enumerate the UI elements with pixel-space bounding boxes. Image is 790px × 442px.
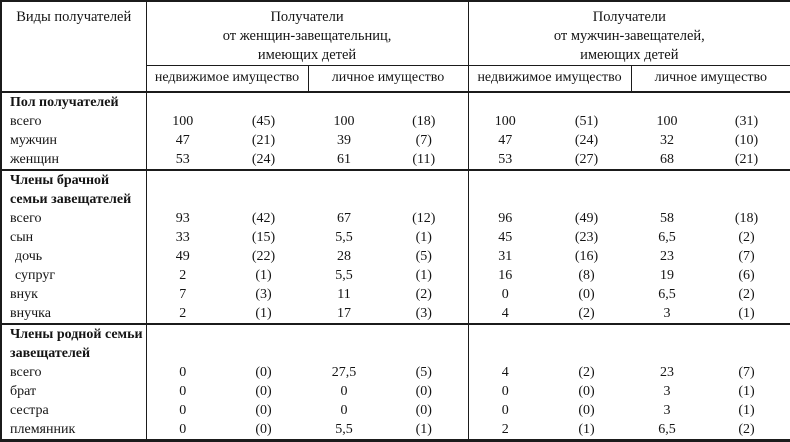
group-title-line: имеющих детей <box>580 47 679 63</box>
value-cell: 0 <box>179 402 187 418</box>
value-cell: 39 <box>337 132 351 148</box>
row-label: племянник <box>1 420 146 441</box>
value-cell: (49) <box>574 210 599 226</box>
value-cell: 5,5 <box>335 267 353 283</box>
value-cell: (2) <box>415 286 432 302</box>
value-cell: 58 <box>660 210 675 226</box>
data-row <box>1 209 790 228</box>
value-cell: 6,5 <box>658 229 676 245</box>
section-title-line: Члены брачной <box>10 172 110 188</box>
value-cell: 45 <box>468 228 542 247</box>
value-cell: 100 <box>333 113 355 129</box>
data-row <box>1 228 790 247</box>
section-title-line: завещателей <box>10 345 91 361</box>
value-cell: (0) <box>578 286 595 302</box>
row-label: дочь <box>1 247 146 266</box>
section-title-line: семьи завещателей <box>10 191 132 207</box>
corner-header-label: Виды получателей <box>16 9 132 25</box>
section-title <box>1 324 146 363</box>
value-cell: (1) <box>738 402 755 418</box>
data-row <box>1 304 790 324</box>
group-header-men <box>468 1 790 66</box>
value-cell: 47 <box>175 132 190 148</box>
value-cell: 0 <box>179 383 187 399</box>
group-title-line: Получатели <box>592 9 666 25</box>
value-cell: 6,5 <box>658 421 676 437</box>
data-row <box>1 285 790 304</box>
data-row <box>1 420 790 441</box>
group-header-women <box>146 1 468 66</box>
value-cell: 23 <box>660 364 675 380</box>
value-cell: (1) <box>255 267 272 283</box>
value-cell: 49 <box>175 248 190 264</box>
value-cell: (24) <box>574 132 599 148</box>
empty-cell <box>146 170 468 209</box>
value-cell: (1) <box>738 383 755 399</box>
subheader-men-personal: личное имущество <box>631 66 790 92</box>
value-cell: 0 <box>179 364 187 380</box>
value-cell: 7 <box>179 286 187 302</box>
value-cell: (27) <box>574 151 599 167</box>
value-cell: 28 <box>337 248 351 264</box>
value-cell: 53 <box>468 150 542 170</box>
row-label: всего <box>1 209 146 228</box>
data-row <box>1 382 790 401</box>
value-cell: (5) <box>415 364 432 380</box>
value-cell: (2) <box>738 421 755 437</box>
value-cell: 6,5 <box>658 286 676 302</box>
row-label: сестра <box>1 401 146 420</box>
value-cell: 4 <box>468 363 542 382</box>
data-row <box>1 150 790 170</box>
section-title <box>1 170 146 209</box>
section-header-row <box>1 324 790 363</box>
empty-cell <box>146 324 468 363</box>
data-row <box>1 131 790 150</box>
value-cell: 2 <box>179 267 187 283</box>
value-cell: (0) <box>415 402 432 418</box>
value-cell: 100 <box>468 112 542 131</box>
value-cell: (24) <box>251 151 276 167</box>
value-cell: (6) <box>738 267 755 283</box>
corner-header <box>1 1 146 92</box>
value-cell: (0) <box>255 421 272 437</box>
value-cell: (51) <box>574 113 599 129</box>
value-cell: (23) <box>574 229 599 245</box>
value-cell: 100 <box>172 113 194 129</box>
group-title-line: Получатели <box>270 9 344 25</box>
value-cell: 16 <box>468 266 542 285</box>
value-cell: 5,5 <box>335 421 353 437</box>
value-cell: (7) <box>738 364 755 380</box>
row-label: всего <box>1 363 146 382</box>
value-cell: 3 <box>663 402 671 418</box>
value-cell: 27,5 <box>331 364 357 380</box>
value-cell: (31) <box>734 113 759 129</box>
row-label: женщин <box>1 150 146 170</box>
value-cell: (42) <box>251 210 276 226</box>
value-cell: 0 <box>340 402 348 418</box>
value-cell: (1) <box>738 305 755 321</box>
value-cell: 53 <box>175 151 190 167</box>
value-cell: 5,5 <box>335 229 353 245</box>
value-cell: (1) <box>578 421 595 437</box>
row-label: супруг <box>1 266 146 285</box>
group-header-row <box>1 1 790 66</box>
value-cell: (7) <box>738 248 755 264</box>
empty-cell <box>468 92 790 112</box>
row-label: мужчин <box>1 131 146 150</box>
value-cell: (0) <box>578 383 595 399</box>
empty-cell <box>468 324 790 363</box>
row-label: сын <box>1 228 146 247</box>
data-row <box>1 363 790 382</box>
value-cell: 0 <box>468 285 542 304</box>
value-cell: (1) <box>255 305 272 321</box>
value-cell: (12) <box>412 210 436 226</box>
data-row <box>1 266 790 285</box>
value-cell: 17 <box>337 305 351 321</box>
value-cell: (0) <box>415 383 432 399</box>
value-cell: (2) <box>738 229 755 245</box>
value-cell: 2 <box>468 420 542 441</box>
section-title-line: Пол получателей <box>10 94 119 110</box>
section-title-line: Члены родной семьи <box>10 326 143 342</box>
value-cell: 47 <box>468 131 542 150</box>
value-cell: (5) <box>415 248 432 264</box>
value-cell: 31 <box>468 247 542 266</box>
value-cell: 100 <box>656 113 678 129</box>
value-cell: 3 <box>663 383 671 399</box>
section-header-row <box>1 170 790 209</box>
value-cell: 93 <box>175 210 190 226</box>
value-cell: (18) <box>734 210 759 226</box>
value-cell: (8) <box>578 267 595 283</box>
row-label: брат <box>1 382 146 401</box>
value-cell: (11) <box>412 151 436 167</box>
subheader-men-real-estate: недвижимое имущество <box>468 66 631 92</box>
row-label: внук <box>1 285 146 304</box>
value-cell: (0) <box>578 402 595 418</box>
value-cell: 61 <box>337 151 351 167</box>
value-cell: (0) <box>255 364 272 380</box>
value-cell: (1) <box>415 267 432 283</box>
value-cell: 96 <box>468 209 542 228</box>
value-cell: (1) <box>415 421 432 437</box>
value-cell: 19 <box>660 267 675 283</box>
value-cell: 0 <box>179 421 187 437</box>
value-cell: (22) <box>251 248 276 264</box>
value-cell: 68 <box>660 151 675 167</box>
value-cell: (21) <box>734 151 759 167</box>
value-cell: 33 <box>175 229 190 245</box>
value-cell: 0 <box>468 401 542 420</box>
value-cell: 0 <box>468 382 542 401</box>
value-cell: (2) <box>578 364 595 380</box>
value-cell: (7) <box>415 132 432 148</box>
group-title-line: имеющих детей <box>257 47 357 63</box>
value-cell: 23 <box>660 248 675 264</box>
value-cell: (3) <box>255 286 272 302</box>
value-cell: (3) <box>415 305 432 321</box>
value-cell: (2) <box>578 305 595 321</box>
subheader-women-real-estate: недвижимое имущество <box>146 66 308 92</box>
value-cell: (2) <box>738 286 755 302</box>
value-cell: (0) <box>255 383 272 399</box>
empty-cell <box>146 92 468 112</box>
value-cell: 2 <box>179 305 187 321</box>
value-cell: (18) <box>412 113 436 129</box>
value-cell: 67 <box>337 210 351 226</box>
value-cell: 4 <box>468 304 542 324</box>
row-label: всего <box>1 112 146 131</box>
row-label: внучка <box>1 304 146 324</box>
value-cell: (1) <box>415 229 432 245</box>
group-title-line: от женщин-завещательниц, <box>222 28 392 44</box>
value-cell: (15) <box>251 229 276 245</box>
table-body <box>1 92 790 441</box>
value-cell: (21) <box>251 132 276 148</box>
group-title-line: от мужчин-завещателей, <box>553 28 705 44</box>
value-cell: (16) <box>574 248 599 264</box>
data-row <box>1 112 790 131</box>
value-cell: 11 <box>337 286 351 302</box>
value-cell: 32 <box>660 132 675 148</box>
empty-cell <box>468 170 790 209</box>
section-header-row <box>1 92 790 112</box>
value-cell: (10) <box>734 132 759 148</box>
value-cell: 3 <box>663 305 671 321</box>
data-row <box>1 247 790 266</box>
value-cell: (45) <box>251 113 276 129</box>
value-cell: (0) <box>255 402 272 418</box>
subheader-women-personal: личное имущество <box>308 66 468 92</box>
data-row <box>1 401 790 420</box>
value-cell: 0 <box>340 383 348 399</box>
section-title <box>1 92 146 112</box>
